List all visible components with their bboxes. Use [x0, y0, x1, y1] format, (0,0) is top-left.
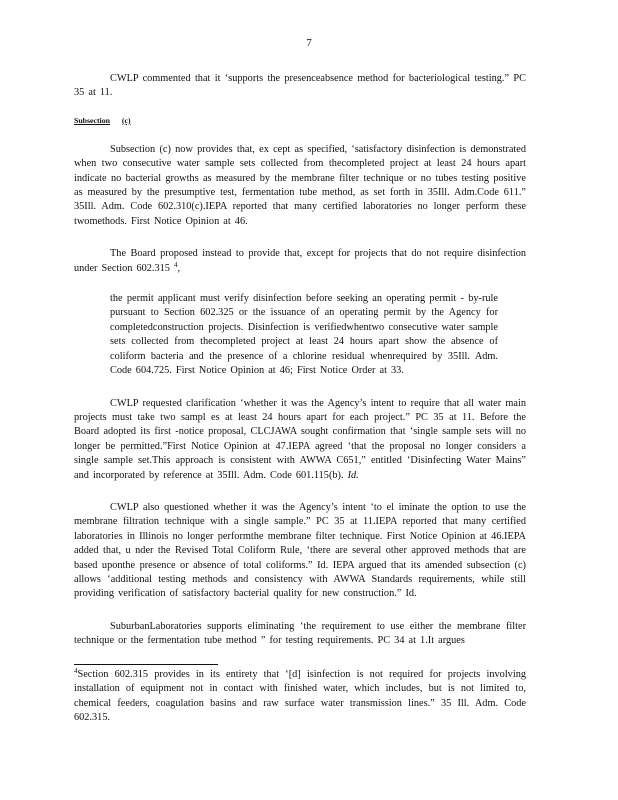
- paragraph-board-proposal-tail: ,: [177, 262, 181, 274]
- paragraph-cwlp-comment: CWLP commented that it ‘supports the presenceabsence method for bacteriological testing.” PC 35 at 11.: [74, 73, 526, 99]
- paragraph-subsection-c: Subsection (c) now provides that, ex cept as specified, ‘satisfactory disinfection is demonstrated when two consecutive water sample sets collected from thecompleted project at least 24 hours apart indicate no bacterial growths as measured by the membrane filter technique or no tubes testing positive as measured by the presumptive test, fermentation tube method, as set forth in 35Ill. Adm.Code 611.” 35Ill. Adm. Code 602.310(c).IEPA reported that many certified laboratories no longer perform these twomethods. First Notice Opinion at 46.: [74, 143, 526, 227]
- paragraph-board-proposal: [74, 247, 526, 276]
- paragraph-cwlp-clarification-cite: Id.: [347, 469, 359, 481]
- paragraph-cwlp-clarification-text: CWLP requested clarification ‘whether it was the Agency’s intent to require that all water main projects must take two sampl es at least 24 hours apart for each project.” PC 35 at 11. Before the Board adopted its first -notice proposal, CLCJAWA sought confirmation that ‘single sample sets will no longer be permitted.”First Notice Opinion at 47.IEPA agreed ‘that the proposal no longer considers a single sample set.This approach is consistent with AWWA C651,” entitled ‘Disinfecting Water Mains” and incorporated by reference at 35Ill. Adm. Code 601.115(b).: [74, 397, 526, 481]
- page-number: 7: [306, 37, 312, 49]
- paragraph-board-proposal-lead: The Board proposed instead to provide that, except for projects that do not require disinfection under Section 602.315: [74, 248, 526, 274]
- section-heading-value: (c): [121, 115, 131, 125]
- footnote-reference: 4: [174, 260, 178, 269]
- section-heading: [74, 115, 526, 127]
- footnote-mark: 4: [74, 667, 78, 675]
- paragraph-cwlp-clarification: [74, 397, 526, 483]
- page-body: [74, 72, 526, 649]
- block-quote: the permit applicant must verify disinfection before seeking an operating permit - by-rule pursuant to Section 602.325 or the issuance of an operating permit by the Agency for completedconstruction projects. Disinfection is verifiedwhentwo consecutive water sample sets collected from thecompleted project at least 24 hours apart show the absence of coliform bacteria and the presence of a chlorine residual whenrequired by 35Ill. Adm. Code 604.725. First Notice Opinion at 46; First Notice Order at 33.: [110, 293, 498, 377]
- section-heading-label: Subsection: [74, 115, 110, 125]
- paragraph-membrane-filtration: CWLP also questioned whether it was the Agency’s intent ‘to el iminate the option to use the membrane filtration technique with a single sample.” PC 35 at 11.IEPA reported that many certified laboratories in Illinois no longer performthe membrane filter technique. First Notice Opinion at 46.IEPA added that, u nder the Revised Total Coliform Rule, ‘there are several other approved methods that are based uponthe presence or absence of total coliforms.” Id. IEPA argued that its amended subsection (c) allows ‘additional testing methods and consistency with AWWA Standards requirements, while still providing verification of satisfactory bacterial quality for new construction.” Id.: [74, 501, 526, 600]
- footnote: [74, 668, 526, 726]
- paragraph-suburban-laboratories: SuburbanLaboratories supports eliminating ‘the requirement to use either the membrane filter technique or the fermentation tube method ” for testing requirements. PC 34 at 1.It argues: [74, 620, 526, 647]
- footnote-text: Section 602.315 provides in its entirety that ‘[d] isinfection is not required for projects involving installation of equipment not in contact with finished water, which includes, but is not limited to, chemical feeders, coagulation basins and raw surface water transmission lines.” 35 Ill. Adm. Code 602.315.: [74, 669, 526, 724]
- footnote-divider: [74, 664, 218, 665]
